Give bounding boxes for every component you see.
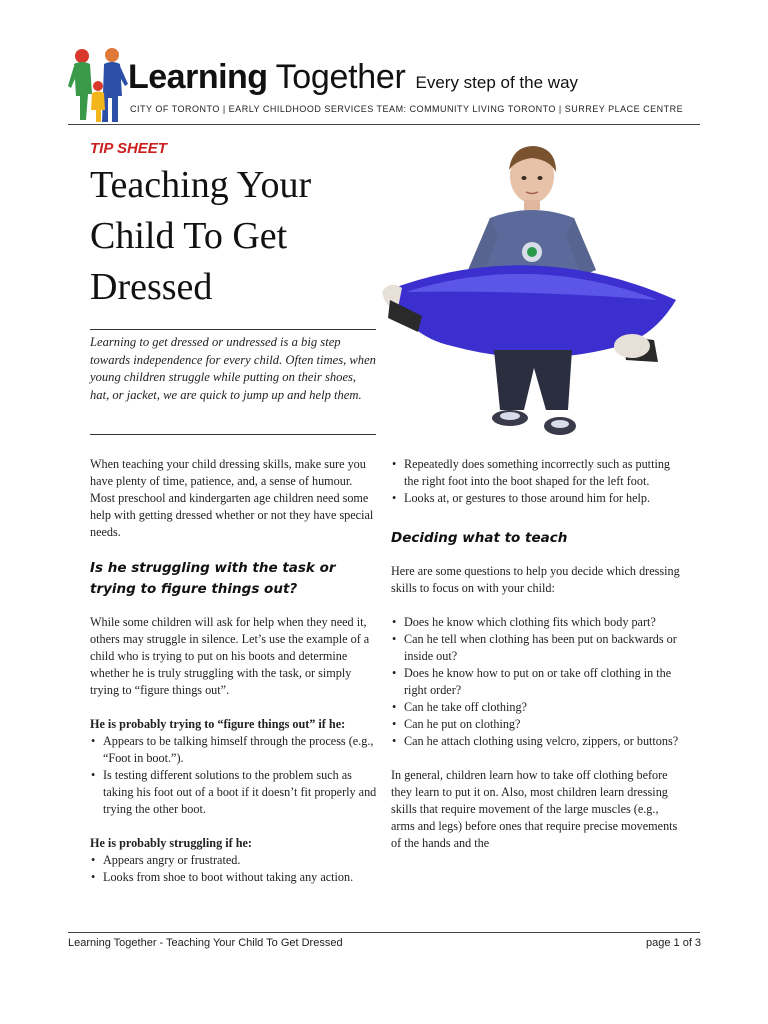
page-title: Teaching Your Child To Get Dressed xyxy=(90,164,312,308)
logo-family-icon xyxy=(68,46,130,124)
list-item: • Can he tell when clothing has been put on backwards or inside out? xyxy=(391,631,681,665)
header-divider xyxy=(68,124,700,125)
struggling-list-continued xyxy=(391,456,681,507)
left-column xyxy=(90,456,377,886)
child-photo xyxy=(382,140,682,450)
right-paragraph-2: In general, children learn how to take off clothing before they learn to put it on. Also, most children learn dressing skills that require movement of the large muscles (e.g., arms and legs) before ones that require precise movements of the hands and the xyxy=(391,768,678,850)
brand-primary: Learning xyxy=(128,58,268,96)
brand-tagline: Every step of the way xyxy=(415,73,579,92)
list-item: • Appears angry or frustrated. xyxy=(90,852,377,869)
intro-rule-bottom xyxy=(90,434,376,435)
left-paragraph-1: When teaching your child dressing skills, make sure you have plenty of time, patience, and, a sense of humour. Most preschool and kindergarten age children need some help with getting dressed whether or not they have special needs. xyxy=(90,457,374,539)
left-paragraph-2: While some children will ask for help when they need it, others may struggle in silence. Let’s use the example of a child who is trying to put on his boots and determine whether he is truly struggling with the task, or simply trying to “figure things out”. xyxy=(90,615,370,697)
right-paragraph-1: Here are some questions to help you decide which dressing skills to focus on with your child: xyxy=(391,564,680,595)
list-item: • Looks from shoe to boot without taking any action. xyxy=(90,869,377,886)
section-heading-deciding: Deciding what to teach xyxy=(391,530,568,546)
list-item: • Repeatedly does something incorrectly such as putting the right foot into the boot shaped for the left foot. xyxy=(391,456,681,490)
figure-out-list xyxy=(90,733,377,818)
footer-divider xyxy=(68,932,700,933)
figure-out-lead: He is probably trying to “figure things out” if he: xyxy=(90,717,346,731)
footer-title: Learning Together - Teaching Your Child To Get Dressed xyxy=(68,937,343,949)
list-item: • Can he attach clothing using velcro, zippers, or buttons? xyxy=(391,733,681,750)
brand-secondary: Together xyxy=(275,58,406,96)
struggling-lead: He is probably struggling if he: xyxy=(90,836,252,850)
struggling-list xyxy=(90,852,377,886)
list-item: • Appears to be talking himself through the process (e.g., “Foot in boot.”). xyxy=(90,733,377,767)
list-item: • Can he take off clothing? xyxy=(391,699,681,716)
right-column xyxy=(391,456,681,852)
section-heading-struggling: Is he struggling with the task or trying to figure things out? xyxy=(90,560,336,597)
questions-list xyxy=(391,614,681,750)
list-item: • Looks at, or gestures to those around him for help. xyxy=(391,490,681,507)
list-item: • Does he know how to put on or take off clothing in the right order? xyxy=(391,665,681,699)
brand-wordmark xyxy=(128,58,578,97)
list-item: • Is testing different solutions to the problem such as taking his foot out of a boot if it doesn’t fit properly and trying the other boot. xyxy=(90,767,377,818)
list-item: • Does he know which clothing fits which body part? xyxy=(391,614,681,631)
list-item: • Can he put on clothing? xyxy=(391,716,681,733)
intro-text: Learning to get dressed or undressed is a big step towards independence for every child. Often times, when young children struggle while putting on their shoes, hat, or jacket, we are quick to jump up and help them. xyxy=(90,335,376,402)
page-number: page 1 of 3 xyxy=(646,937,702,949)
org-line: CITY OF TORONTO | EARLY CHILDHOOD SERVICES TEAM: COMMUNITY LIVING TORONTO | SURREY PLACE CENTRE xyxy=(130,104,684,114)
intro-rule-top xyxy=(90,329,376,330)
tip-sheet-label: TIP SHEET xyxy=(90,140,167,157)
